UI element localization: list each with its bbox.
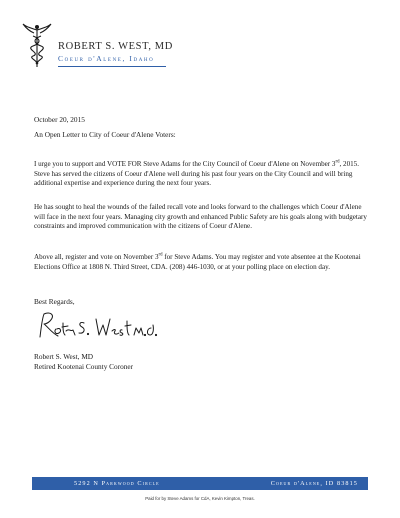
- letterhead-city: Coeur d'Alene, Idaho: [58, 54, 155, 63]
- letterhead: [22, 22, 382, 76]
- paragraph-3: [34, 253, 370, 272]
- paragraph-3-superscript: rd: [158, 252, 163, 258]
- footer-address-bar: [32, 477, 368, 490]
- footer-city: Coeur d'Alene, ID 83815: [270, 480, 358, 487]
- paragraph-1-part-b: , 2015. Steve has served the citizens of Coeur d'Alene well during his past four years on the City Council and will bring additional expertise and experience during the next four years.: [34, 160, 359, 188]
- paragraph-1-superscript: rd: [335, 159, 340, 165]
- paragraph-3-part-a: Above all, register and vote on November 3: [34, 253, 159, 262]
- signature-image: [36, 309, 166, 345]
- paid-for-notice: Paid for by Steve Adams for CdA, Kevin Kimpton, Treas.: [145, 496, 255, 501]
- paragraph-1: [34, 160, 370, 189]
- paragraph-1-part-a: I urge you to support and VOTE FOR Steve Adams for the City Council of Coeur d'Alene on November 3: [34, 160, 336, 169]
- signer-title: Retired Kootenai County Coroner: [34, 362, 134, 371]
- letterhead-divider: [58, 66, 166, 67]
- letter-salutation: An Open Letter to City of Coeur d'Alene Voters:: [34, 130, 176, 139]
- footer-street: 5292 N Parkwood Circle: [74, 480, 160, 487]
- paragraph-3-part-b: for Steve Adams. You may register and vote absentee at the Kootenai Elections Office at 1808 N. Third Street, CDA. (208) 446-1030, or at your polling place on election day.: [34, 253, 361, 271]
- letterhead-name: ROBERT S. WEST, MD: [58, 41, 173, 52]
- signer-name: Robert S. West, MD: [34, 352, 94, 361]
- letter-date: October 20, 2015: [34, 115, 85, 124]
- caduceus-icon: [22, 22, 52, 68]
- letter-closing: Best Regards,: [34, 297, 75, 306]
- paragraph-2: He has sought to heal the wounds of the failed recall vote and looks forward to the challenges which Coeur d'Alene will face in the next four years. Managing city growth and enhanced Public Safety are his goals along with budgetary constraints and improved communication with the citizens of Coeur d'Alene.: [34, 203, 367, 231]
